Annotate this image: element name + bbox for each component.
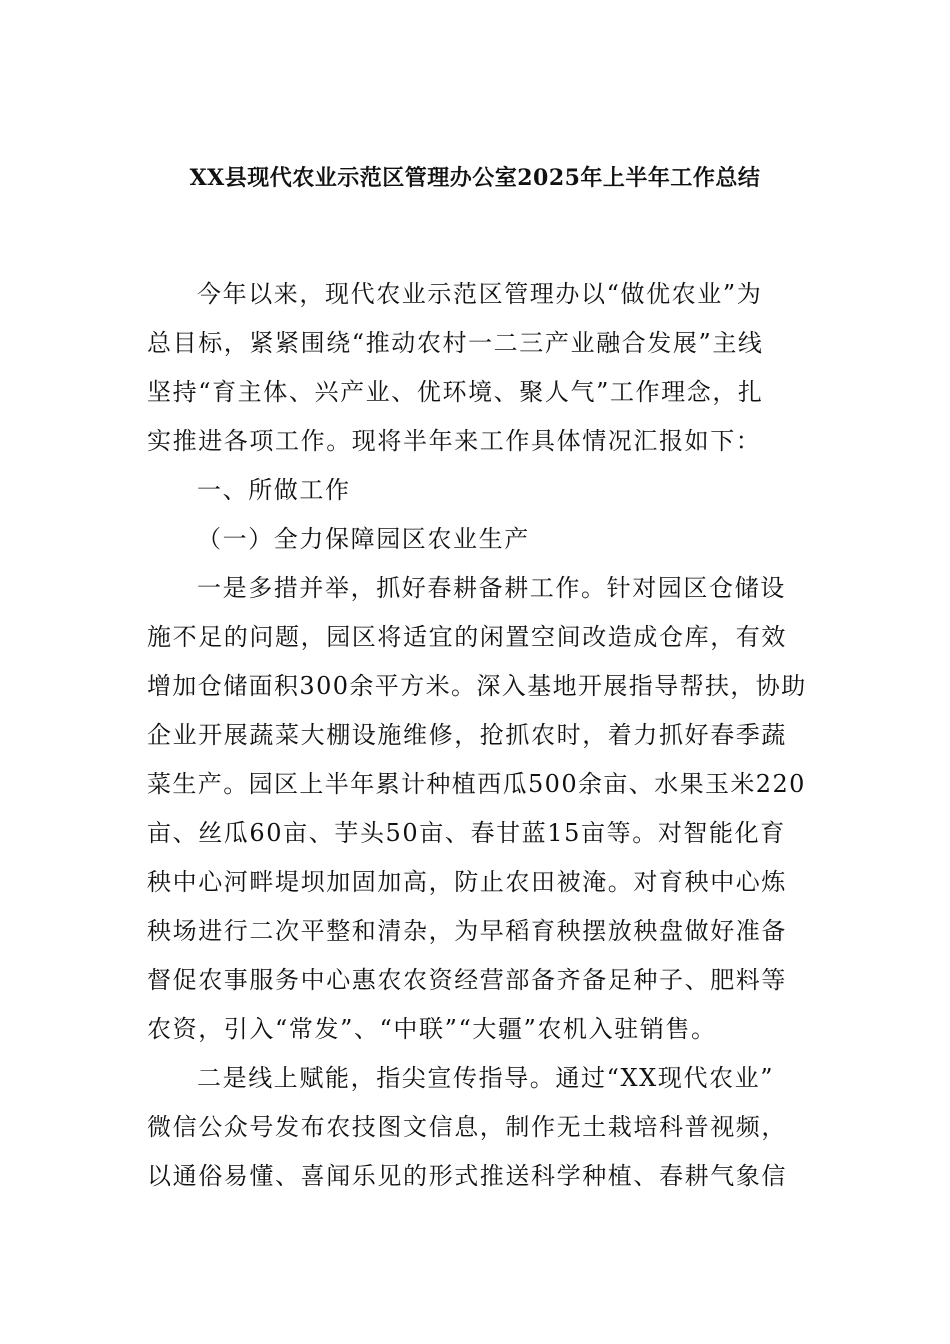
document-body	[147, 270, 807, 1201]
document-line: 坚持“育主体、兴产业、优环境、聚人气”工作理念，扎	[147, 378, 764, 406]
document-line: 一、所做工作	[197, 476, 351, 504]
document-line: 二是线上赋能，指尖宣传指导。通过“XX现代农业”	[197, 1064, 775, 1092]
document-line: 企业开展蔬菜大棚设施维修，抢抓农时，着力抓好春季蔬	[147, 721, 787, 749]
document-line: 秧场进行二次平整和清杂，为早稻育秧摆放秧盘做好准备	[147, 917, 787, 945]
document-line: （一）全力保障园区农业生产	[197, 525, 530, 553]
document-line: 督促农事服务中心惠农农资经营部备齐备足种子、肥料等	[147, 966, 787, 994]
document-line: 实推进各项工作。现将半年来工作具体情况汇报如下：	[147, 427, 762, 455]
document-line: 菜生产。园区上半年累计种植西瓜500余亩、水果玉米220	[147, 770, 806, 798]
document-line: 亩、丝瓜60亩、芋头50亩、春甘蓝15亩等。对智能化育	[147, 819, 786, 847]
document-line: 今年以来，现代农业示范区管理办以“做优农业”为	[197, 280, 763, 308]
document-line: 微信公众号发布农技图文信息，制作无土栽培科普视频，	[147, 1113, 787, 1141]
document-line: 秧中心河畔堤坝加固加高，防止农田被淹。对育秧中心炼	[147, 868, 787, 896]
document-line: 农资，引入“常发”、“中联”“大疆”农机入驻销售。	[147, 1015, 717, 1043]
document-line: 施不足的问题，园区将适宜的闲置空间改造成仓库，有效	[147, 623, 787, 651]
document-title: XX县现代农业示范区管理办公室2025年上半年工作总结	[189, 165, 761, 191]
document-line: 以通俗易懂、喜闻乐见的形式推送科学种植、春耕气象信	[147, 1162, 787, 1190]
document-line: 总目标，紧紧围绕“推动农村一二三产业融合发展”主线	[147, 329, 764, 357]
document-line: 增加仓储面积300余平方米。深入基地开展指导帮扶，协助	[147, 672, 807, 700]
document-line: 一是多措并举，抓好春耕备耕工作。针对园区仓储设	[197, 574, 786, 602]
